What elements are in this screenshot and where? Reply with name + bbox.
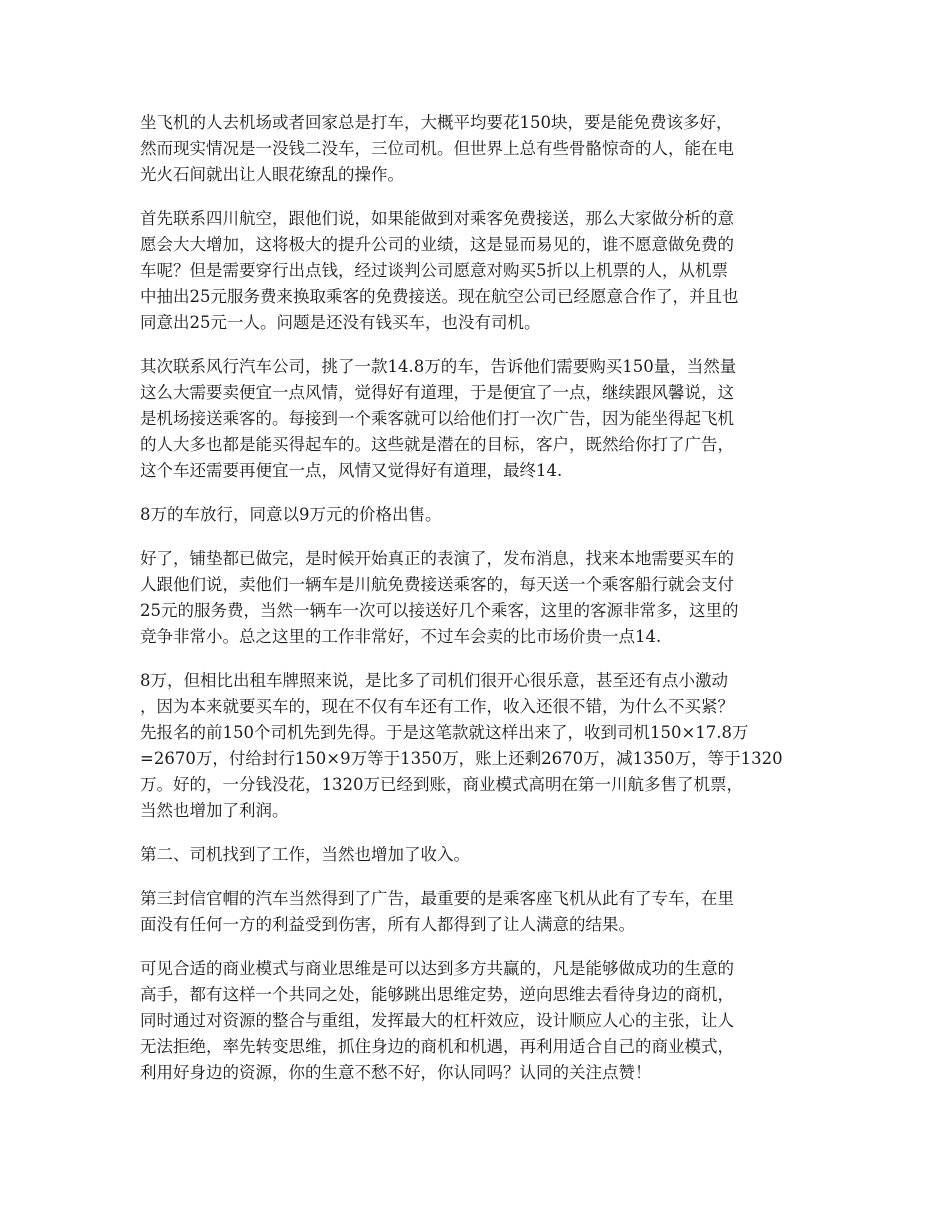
text-line: 当然也增加了利润。 xyxy=(140,801,289,820)
text-line: 光火石间就出让人眼花缭乱的操作。 xyxy=(140,165,404,184)
text-line: 无法拒绝，率先转变思维，抓住身边的商机和机遇，再利用适合自己的商业模式， xyxy=(140,1037,734,1056)
paragraph-5 xyxy=(140,546,816,650)
text-line: 高手，都有这样一个共同之处，能够跳出思维定势，逆向思维去看待身边的商机， xyxy=(140,985,734,1004)
text-line: 先报名的前150个司机先到先得。于是这笔款就这样出来了，收到司机150×17.8万 xyxy=(140,723,749,742)
text-line: 8万，但相比出租车牌照来说，是比多了司机们很开心很乐意，甚至还有点小激动 xyxy=(140,671,728,690)
text-line: 25元的服务费，当然一辆车一次可以接送好几个乘客，这里的客源非常多，这里的 xyxy=(140,601,739,620)
text-line: 同意出25元一人。问题是还没有钱买车，也没有司机。 xyxy=(140,313,541,332)
text-line: ，因为本来就要买车的，现在不仅有车还有工作，收入还很不错，为什么不买紧？ xyxy=(140,697,734,716)
paragraph-2 xyxy=(140,206,816,336)
text-line: 是机场接送乘客的。每接到一个乘客就可以给他们打一次广告，因为能坐得起飞机 xyxy=(140,409,734,428)
text-line: 好了，铺垫都已做完，是时候开始真正的表演了，发布消息，找来本地需要买车的 xyxy=(140,549,734,568)
text-line: =2670万，付给封行150×9万等于1350万，账上还剩2670万，减1350万，等于1320 xyxy=(140,749,783,768)
paragraph-9 xyxy=(140,956,816,1086)
article-body xyxy=(140,110,816,1104)
text-line: 然而现实情况是一没钱二没车，三位司机。但世界上总有些骨骼惊奇的人，能在电 xyxy=(140,139,734,158)
text-line: 面没有任何一方的利益受到伤害，所有人都得到了让人满意的结果。 xyxy=(140,915,635,934)
paragraph-4 xyxy=(140,502,816,528)
paragraph-8 xyxy=(140,886,816,938)
text-line: 的人大多也都是能买得起车的。这些就是潜在的目标，客户，既然给你打了广告， xyxy=(140,435,734,454)
text-line: 万。好的，一分钱没花，1320万已经到账，商业模式高明在第一川航多售了机票， xyxy=(140,775,743,794)
text-line: 第三封信官帽的汽车当然得到了广告，最重要的是乘客座飞机从此有了专车，在里 xyxy=(140,889,734,908)
paragraph-3 xyxy=(140,354,816,484)
text-line: 愿会大大增加，这将极大的提升公司的业绩，这是显而易见的，谁不愿意做免费的 xyxy=(140,235,734,254)
text-line: 8万的车放行，同意以9万元的价格出售。 xyxy=(140,505,442,524)
paragraph-6 xyxy=(140,668,816,824)
text-line: 这个车还需要再便宜一点，风情又觉得好有道理，最终14. xyxy=(140,461,563,480)
text-line: 坐飞机的人去机场或者回家总是打车，大概平均要花150块，要是能免费该多好， xyxy=(140,113,733,132)
text-line: 利用好身边的资源，你的生意不愁不好，你认同吗？认同的关注点赞！ xyxy=(140,1063,652,1082)
text-line: 车呢？但是需要穿行出点钱，经过谈判公司愿意对购买5折以上机票的人，从机票 xyxy=(140,261,728,280)
text-line: 人跟他们说，卖他们一辆车是川航免费接送乘客的，每天送一个乘客船行就会支付 xyxy=(140,575,734,594)
text-line: 其次联系风行汽车公司，挑了一款14.8万的车，告诉他们需要购买150量，当然量 xyxy=(140,357,737,376)
text-line: 可见合适的商业模式与商业思维是可以达到多方共赢的，凡是能够做成功的生意的 xyxy=(140,959,734,978)
text-line: 中抽出25元服务费来换取乘客的免费接送。现在航空公司已经愿意合作了，并且也 xyxy=(140,287,739,306)
text-line: 第二、司机找到了工作，当然也增加了收入。 xyxy=(140,845,470,864)
paragraph-7 xyxy=(140,842,816,868)
text-line: 首先联系四川航空，跟他们说，如果能做到对乘客免费接送，那么大家做分析的意 xyxy=(140,209,734,228)
text-line: 竞争非常小。总之这里的工作非常好，不过车会卖的比市场价贵一点14. xyxy=(140,627,662,646)
paragraph-1 xyxy=(140,110,816,188)
text-line: 同时通过对资源的整合与重组，发挥最大的杠杆效应，设计顺应人心的主张，让人 xyxy=(140,1011,734,1030)
text-line: 这么大需要卖便宜一点风情，觉得好有道理，于是便宜了一点，继续跟风馨说，这 xyxy=(140,383,734,402)
